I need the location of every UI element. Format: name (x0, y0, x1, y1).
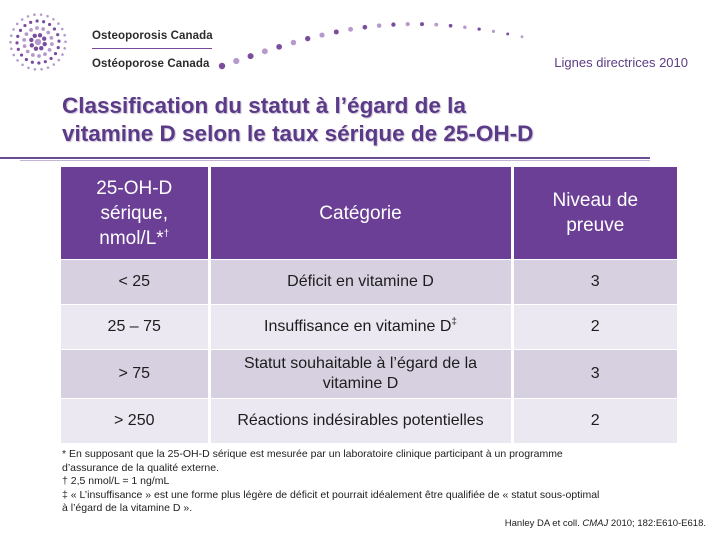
wave-dot (248, 53, 254, 59)
logo-dot (29, 38, 33, 42)
double-dagger-mark: ‡ (451, 316, 457, 328)
logo-dot (64, 40, 67, 43)
header-serum-level-unit: nmol/L* (99, 227, 164, 249)
logo-dot (49, 57, 52, 60)
org-name-divider (92, 48, 212, 49)
slide-title (62, 92, 702, 148)
logo-dot (29, 21, 32, 24)
cell-category: Réactions indésirables potentielles (209, 399, 512, 444)
logo-dot (63, 34, 66, 37)
citation-authors: Hanley DA et coll. (504, 518, 583, 529)
title-underline-shadow (20, 160, 650, 161)
logo-dot (10, 48, 13, 51)
cell-serum-level: 25 – 75 (61, 305, 209, 350)
citation-details: 2010; 182:E610-E618. (608, 518, 706, 529)
logo-dot (57, 46, 60, 49)
footnotes (62, 448, 694, 516)
logo-dot (20, 53, 23, 56)
logo-dot (30, 43, 34, 47)
logo-dot (42, 37, 46, 41)
logo-dot (26, 50, 30, 54)
logo-dot (46, 31, 50, 35)
logo-dot (54, 52, 57, 55)
logo-dot (42, 42, 46, 46)
cell-category (209, 305, 512, 350)
decorative-dot-wave-icon (210, 10, 530, 80)
cell-evidence: 3 (512, 350, 677, 399)
header-evidence-line-1: Niveau de (552, 190, 639, 211)
logo-dot (49, 36, 53, 40)
logo-dot (61, 28, 64, 31)
wave-dot (377, 23, 382, 28)
logo-dot (61, 53, 64, 56)
header-serum-level-line-2: sérique, (100, 202, 169, 224)
logo-dot (42, 20, 45, 23)
wave-dot (363, 25, 368, 30)
wave-dot (262, 48, 268, 54)
logo-dot (10, 34, 13, 37)
logo-dot (21, 18, 24, 21)
cell-serum-level: > 75 (61, 350, 209, 399)
logo-dot (47, 66, 50, 69)
logo-dot (37, 61, 40, 64)
cell-category-line-2: vitamine D (322, 375, 399, 392)
logo-dot (33, 34, 37, 38)
logo-dot (12, 28, 15, 31)
wave-dot (305, 36, 310, 41)
org-name-en: Osteoporosis Canada (92, 30, 213, 42)
logo-dot (29, 28, 33, 32)
table-row (61, 399, 677, 444)
wave-dot (291, 40, 297, 46)
logo-dot (31, 53, 35, 57)
header-category-label: Catégorie (319, 202, 402, 224)
logo-dot (48, 23, 51, 26)
cell-category-line-1: Statut souhaitable à l’égard de la (243, 355, 478, 372)
wave-dot (219, 63, 225, 69)
logo-dot (21, 63, 24, 66)
logo-dot (15, 41, 18, 44)
wave-dot (319, 32, 324, 37)
footnote-star-line-2: d’assurance de la qualité externe. (62, 461, 220, 474)
logo-dot (56, 33, 59, 36)
table-row (61, 260, 677, 305)
wave-dot (391, 22, 395, 26)
logo-dot (16, 35, 19, 38)
wave-dot (420, 22, 424, 26)
logo-dot (53, 63, 56, 66)
wave-dot (492, 30, 495, 33)
slide-title-line-2: vitamine D selon le taux sérique de 25-OH-D (62, 121, 534, 146)
wave-dot (348, 27, 353, 32)
slide-title-line-1: Classification du statut à l’égard de la (62, 93, 466, 118)
logo-dot (35, 26, 39, 30)
logo-dot (27, 66, 30, 69)
logo-dot (44, 60, 47, 63)
footnote-double-dagger-line-2: à l’égard de la vitamine D ». (62, 502, 193, 514)
header-serum-level-line-1: 25-OH-D (96, 177, 173, 199)
logo-dot (37, 54, 41, 58)
logo-dot (57, 59, 60, 62)
wave-dot (506, 32, 509, 35)
citation-journal: CMAJ (582, 518, 609, 529)
logo-dot (33, 13, 36, 16)
org-name-fr: Ostéoporose Canada (92, 58, 210, 70)
logo-dot (40, 68, 43, 71)
footnote-star-line-1: * En supposant que la 25-OH-D sérique est mesurée par un laboratoire clinique participant à un programme (62, 448, 563, 460)
wave-dot (233, 58, 239, 64)
wave-dot (449, 24, 453, 28)
logo-dot (22, 38, 26, 42)
header-serum-level (61, 167, 209, 260)
logo-dot (57, 22, 60, 25)
header-dagger-mark: † (163, 228, 170, 240)
cell-serum-level: < 25 (61, 260, 209, 305)
footnote-double-dagger-line-1: ‡ « L’insuffisance » est une forme plus légère de déficit et pourrait idéalement être qualifiée de « statut sous-optimal (62, 488, 600, 501)
cell-category-text: Insuffisance en vitamine D (264, 318, 452, 335)
title-underline (0, 157, 650, 159)
logo-dot (40, 13, 43, 16)
logo-dot (48, 48, 52, 52)
cell-evidence: 2 (512, 399, 677, 444)
wave-dot (477, 27, 480, 30)
logo-dot (41, 27, 45, 31)
logo-dot (57, 40, 60, 43)
table-row (61, 305, 677, 350)
logo-dot (36, 19, 39, 22)
logo-dot (50, 42, 54, 46)
header-category (209, 167, 512, 260)
logo-dot (39, 46, 43, 50)
logo-dot (52, 18, 55, 21)
table-row (61, 350, 677, 399)
vitamin-d-classification-table (61, 167, 677, 443)
cell-evidence: 2 (512, 305, 677, 350)
logo-dot (23, 44, 27, 48)
logo-dot (63, 47, 66, 50)
header-serum-level-line-3 (65, 226, 204, 251)
wave-dot (406, 22, 410, 26)
cell-serum-level: > 250 (61, 399, 209, 444)
logo-dot (17, 48, 20, 51)
guidelines-label: Lignes directrices 2010 (554, 55, 688, 70)
logo-dot (35, 39, 41, 45)
footnote-dagger: † 2,5 nmol/L = 1 ng/mL (62, 475, 170, 487)
cell-category (209, 350, 512, 399)
logo-dot (46, 15, 49, 18)
logo-dot (25, 32, 29, 36)
logo-dot (9, 41, 12, 44)
cell-evidence: 3 (512, 260, 677, 305)
logo-dot (43, 52, 47, 56)
logo-dot (27, 15, 30, 18)
wave-dot (463, 25, 466, 28)
header-evidence-level (512, 167, 677, 260)
logo-dot (38, 33, 42, 37)
logo-dot (19, 29, 22, 32)
logo-dot (53, 27, 56, 30)
osteoporosis-canada-logo-icon (8, 10, 88, 78)
citation (505, 518, 706, 529)
table-header-row (61, 167, 677, 260)
logo-dot (34, 68, 37, 71)
logo-dot (16, 23, 19, 26)
logo-dot (12, 54, 15, 57)
wave-dot (434, 23, 438, 27)
logo-dot (31, 61, 34, 64)
logo-dot (16, 59, 19, 62)
header-evidence-line-2: preuve (566, 215, 625, 236)
logo-dot (25, 58, 28, 61)
logo-dot (23, 24, 26, 27)
cell-category: Déficit en vitamine D (209, 260, 512, 305)
wave-dot (276, 44, 282, 50)
wave-dot (334, 29, 339, 34)
wave-dot (521, 35, 524, 38)
logo-dot (34, 46, 38, 50)
